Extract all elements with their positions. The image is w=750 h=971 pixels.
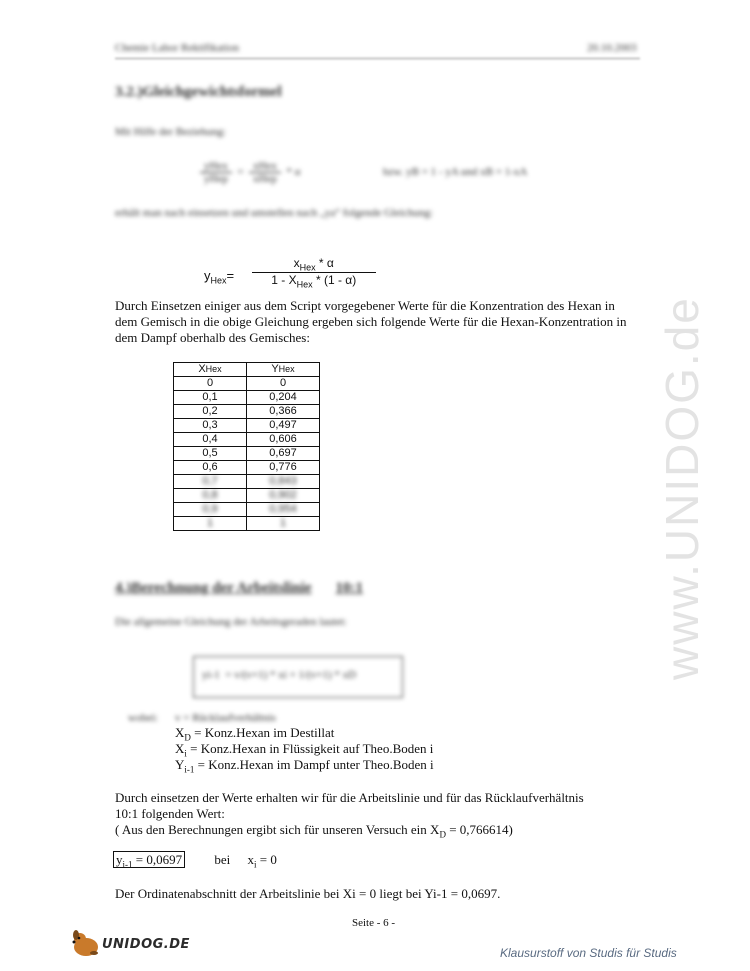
dog-icon — [68, 927, 104, 959]
paragraph-concentration: Durch Einsetzen einiger aus dem Script vorgegebener Werte für die Konzentration des Hexan in dem Gemisch in die obige Gleichung ergeben sich folgende Werte für die Hexan-Konzentration in dem Dampf oberhalb des Gemisches: — [115, 298, 627, 345]
relation-formula: $\frac{\text{yHex}}{\text{yHep}}$ = $\frac{\text{xHex}}{\text{xHep}}$ * α — [200, 160, 300, 185]
paragraph-results-line3: ( Aus den Berechnungen ergibt sich für unseren Versuch ein $X_D = 0,766614$) — [115, 822, 513, 840]
section-32-title: 3.2.)Gleichgewichtsformel — [115, 84, 282, 100]
values-table — [173, 362, 320, 531]
col-header-y: YHex — [247, 363, 320, 377]
table-row: 0,2 0,366 — [174, 405, 320, 419]
v-definition: v = Rücklaufverhältnis — [175, 712, 276, 724]
result-line: $y_{i-1} = 0,0697$ bei $x_i = 0$ — [113, 852, 277, 873]
header-right: 20.10.2003 — [587, 42, 637, 54]
table-row: 0,6 0,776 — [174, 461, 320, 475]
table-header-row — [174, 363, 320, 377]
table-row: 0,9 0,954 — [174, 503, 320, 517]
xd-definition: $X_D$ = Konz.Hexan im Destillat — [175, 725, 335, 743]
xi-definition: $X_i$ = Konz.Hexan in Flüssigkeit auf Theo.Boden i — [175, 741, 434, 759]
section-32-intro: Mit Hilfe der Beziehung: — [115, 126, 226, 138]
section-4-intro: Die allgemeine Gleichung der Arbeitsgeraden lautet: — [115, 616, 347, 628]
working-line-equation-box: yi-1 = v/(v+1) * xi + 1/(v+1) * xD — [193, 656, 403, 698]
wobei-label: wobei: — [128, 712, 158, 724]
yi-definition: $Y_{i-1}$ = Konz.Hexan im Dampf unter Theo.Boden i — [175, 757, 434, 775]
table-row: 0,1 0,204 — [174, 391, 320, 405]
unidog-logo: UNIDOG.DE — [68, 927, 188, 959]
table-row: 0 0 — [174, 377, 320, 391]
watermark: www.UNIDOG.de — [656, 296, 708, 680]
table-row: 1 1 — [174, 517, 320, 531]
footer-tagline: Klausurstoff von Studis für Studis — [500, 946, 677, 960]
paragraph-results-line2: 10:1 folgenden Wert: — [115, 806, 225, 821]
section-4-title: 4.)Berechnung der Arbeitslinie 10:1 — [115, 580, 364, 596]
table-row: 0,7 0,843 — [174, 475, 320, 489]
main-formula: $y_{Hex}=$ $\frac{x_{Hex} * \alpha}{1 - X_{Hex} * (1 - \alpha)}$ — [204, 256, 376, 290]
header-left: Chemie Labor Rektifikation — [115, 42, 240, 54]
header-divider — [115, 58, 640, 59]
table-row: 0,5 0,697 — [174, 447, 320, 461]
derive-text: erhält man nach einsetzen und umstellen nach „ya“ folgende Gleichung: — [115, 207, 433, 219]
table-row: 0,3 0,497 — [174, 419, 320, 433]
page-number: Seite - 6 - — [352, 917, 396, 929]
result-box: $y_{i-1} = 0,0697$ — [113, 851, 185, 868]
conclusion: Der Ordinatenabschnitt der Arbeitslinie bei Xi = 0 liegt bei Yi-1 = 0,0697. — [115, 886, 501, 901]
relation-note: bzw. yB = 1 - yA und xB = 1-xA — [383, 166, 528, 178]
paragraph-results-line1: Durch einsetzen der Werte erhalten wir für die Arbeitslinie und für das Rücklaufverhältnis — [115, 790, 584, 805]
table-row: 0,4 0,606 — [174, 433, 320, 447]
col-header-x: XHex — [174, 363, 247, 377]
table-row: 0,8 0,902 — [174, 489, 320, 503]
